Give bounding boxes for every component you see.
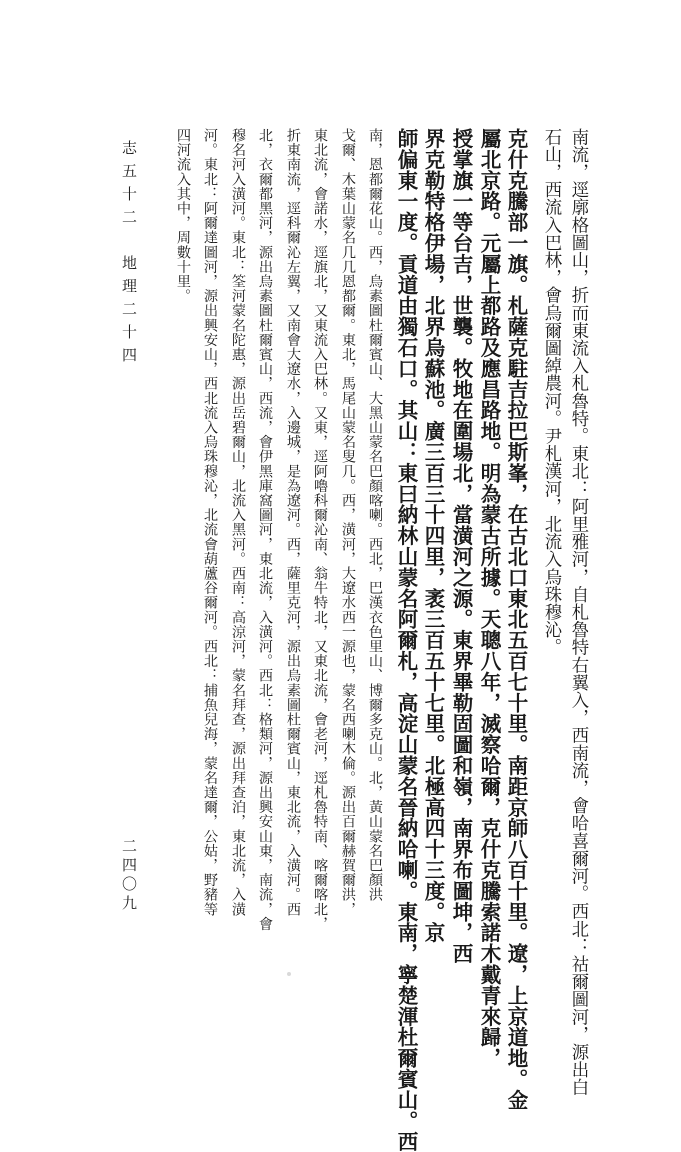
text-column-08: 南，恩都爾花山。西，烏素圖杜爾賓山、大黑山蒙名巴顏喀喇。西北，巴漢衣色里山、博爾多克山。北，黃山蒙名巴顏洪 — [367, 128, 383, 902]
text-column-11: 折東南流，逕科爾沁左翼，又南會大遼水，入邊城，是為遼河。西，薩里克河，源出烏素圖杜爾賓山，東北流，入潢河。西 — [285, 128, 301, 917]
heading-column-03: 克什克騰部一旗。札薩克駐吉拉巴斯峯，在古北口東北五百七十里。南距京師八百十里。遼，上京道地。金 — [504, 128, 528, 1111]
heading-column-06: 界克勒特格伊場，北界烏蘇池。廣三百三十四里，袤三百五十七里。北極高四十三度。京 — [421, 128, 445, 944]
text-column-14: 河。東北：阿爾達圖河，源出興安山，西北流入烏珠穆沁，北流會葫蘆谷爾河。西北：捕魚兒海，蒙名達爾，公姑，野豬等 — [202, 128, 218, 917]
heading-column-04: 屬北京路。元屬上都路及應昌路地。明為蒙古所據。天聰八年，滅察哈爾，克什克騰索諾木戴青來歸， — [477, 128, 501, 1069]
text-column-13: 穆名河入潢河。東北：筌河蒙名陀惠，源出岳碧爾山，北流入黑河。西南：高涼河，蒙名拜查，源出拜查泊，東北流，入潢 — [230, 128, 246, 917]
text-column-12: 北，衣爾都黑河，源出烏素圖杜爾賓山，西流，會伊黑庫窩圖河，東北流，入潢河。西北：格類河，源出興安山東，南流，會 — [257, 128, 273, 931]
text-column-02: 石山，西流入巴林，會烏爾圖綽農河。尹札漢河，北流入烏珠穆沁。 — [541, 128, 561, 656]
text-column-01: 南流，逕廓格圖山，折而東流入札魯特。東北：阿里雅河，自札魯特右翼入，西南流，會哈喜爾河。西北：祜爾圖河，源出白 — [568, 128, 588, 1096]
footer-volume-label: 志五十二 地理二十四 — [120, 140, 138, 370]
heading-column-07: 師偏東一度。貢道由獨石口。其山：東曰納林山蒙名阿爾札，高淀山蒙名晉納哈喇。東南，寧楚渾杜爾賓山。西 — [394, 128, 418, 1152]
text-column-15: 四河流入其中，周數十里。 — [175, 128, 191, 304]
scan-speck — [287, 972, 291, 976]
footer-page-number: 二四〇九 — [120, 838, 138, 914]
heading-column-05: 授掌旗一等台吉，世襲。牧地在圍場北，當潢河之源。東界畢勒固圖和嶺，南界布圖坤，西 — [449, 128, 473, 964]
text-column-10: 東北流，會諾水，逕旗北，又東流入巴林。又東，逕阿嚕科爾沁南、翁牛特北，又東北流，會老河，逕札魯特南、喀爾喀北， — [312, 128, 328, 931]
text-column-09: 戈爾、木葉山蒙名几几恩都爾。東北，馬尾山蒙名叟几。西，潢河，大遼水西一源也，蒙名西喇木倫。源出百爾赫賀爾洪， — [340, 128, 356, 917]
